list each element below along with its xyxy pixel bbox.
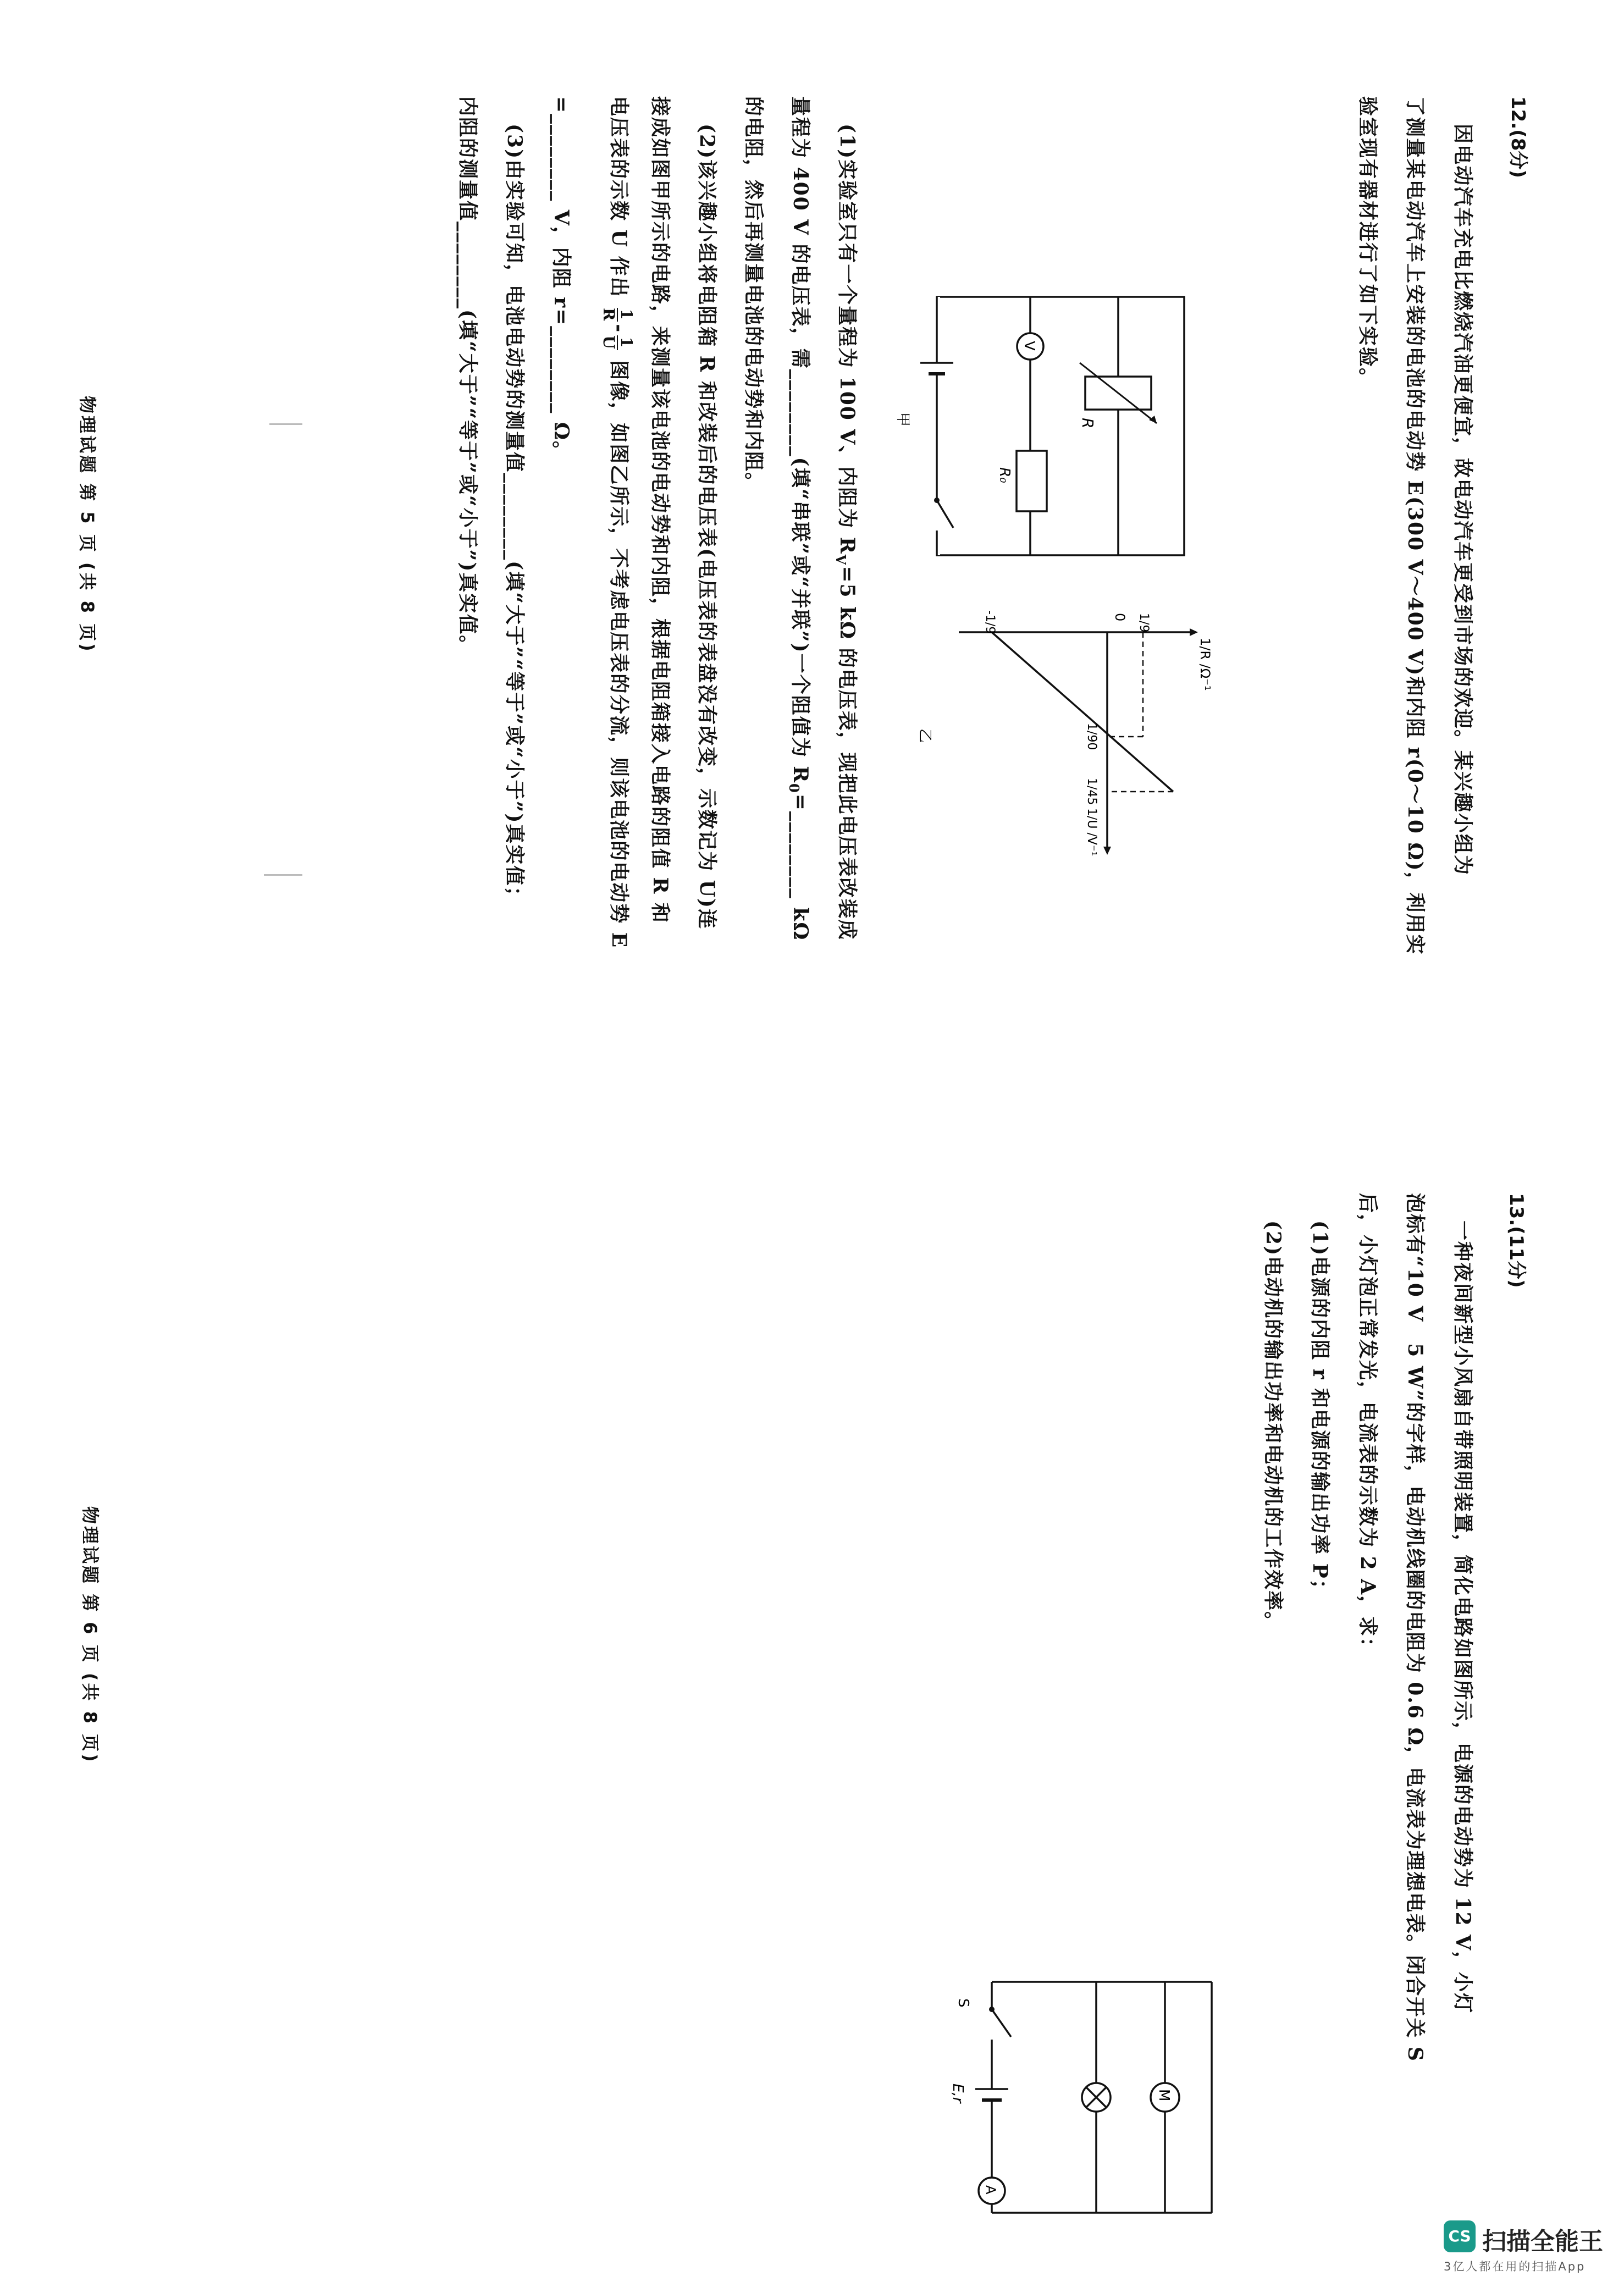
switch-s-label: S xyxy=(955,1998,971,2008)
q12-intro-line-1: 因电动汽车充电比燃烧汽油更便宜，故电动汽车更受到市场的欢迎。某兴趣小组为 xyxy=(1451,124,1474,876)
label-R0: R₀ xyxy=(996,467,1013,483)
circuit-outline xyxy=(937,297,1184,555)
ammeter-label: A xyxy=(983,2185,998,2195)
scan-speck xyxy=(264,874,302,876)
label-R: R xyxy=(1079,418,1097,429)
resistor-R0 xyxy=(1017,451,1047,511)
graph-yi xyxy=(909,610,1217,869)
q12-part1-line-1: (1)实验室只有一个量程为 100 V、内阻为 $R_V=5$ kΩ 的电压表，现把此电压表改装成 xyxy=(832,124,859,941)
graph-y-axis-label: 1/R /Ω⁻¹ xyxy=(1197,638,1213,691)
graph-x-tick-1: 1/90 xyxy=(1085,723,1098,750)
q13-intro-line-1: 一种夜间新型小风扇自带照明装置，简化电路如图所示，电源的电动势为 12 V，小灯 xyxy=(1451,1220,1474,2014)
q13-part-2: (2)电动机的输出功率和电动机的工作效率。 xyxy=(1262,1220,1285,1633)
switch-s-lever xyxy=(992,2009,1011,2037)
motor-label: M xyxy=(1156,2089,1172,2102)
q12-intro-line-2: 了测量某电动汽车上安装的电池的电动势 E(300 V～400 V)和内阻 r(0～10 Ω)，利用实 xyxy=(1404,96,1427,955)
fraction-1-over-U: 1 U xyxy=(600,335,636,350)
q12-part2-line-2: 接成如图甲所示的电路，来测量该电池的电动势和内阻，根据电阻箱接入电路的阻值 R 和 xyxy=(649,96,672,924)
q13-intro-line-3: 后，小灯泡正常发光，电流表的示数为 2 A，求： xyxy=(1356,1193,1379,1659)
graph-x-axis-label: 1/U /V⁻¹ xyxy=(1085,808,1098,857)
q12-intro-line-3: 验室现有器材进行了如下实验。 xyxy=(1356,96,1379,389)
scanner-logo-icon: CS xyxy=(1444,2220,1476,2252)
scanner-tagline: 3亿人都在用的扫描App xyxy=(1444,2260,1586,2273)
caption-jia: 甲 xyxy=(894,412,911,427)
page-5-footer: 物理试题 第 5 页 (共 8 页) xyxy=(77,396,98,654)
scan-speck xyxy=(269,423,302,425)
scanner-brand-name: 扫描全能王 xyxy=(1482,2228,1603,2256)
q12-part2-line-3: 电压表的示数 U 作出 1 R - 1 U 图像，如图乙所示，不考虑电压表的分流，则该电池的电动势 E xyxy=(600,96,636,949)
graph-x-tick-2: 1/45 xyxy=(1085,778,1098,805)
question-13-column xyxy=(0,1146,1624,2293)
q13-circuit-diagram xyxy=(920,1949,1228,2257)
graph-data-line xyxy=(992,632,1173,792)
question-12-column xyxy=(0,0,1624,1146)
graph-y-tick: 1/9 xyxy=(1137,613,1151,633)
q12-part1-line-3: 的电阻，然后再测量电池的电动势和内阻。 xyxy=(742,96,765,494)
q13-heading: 13.(11分) xyxy=(1505,1193,1527,1288)
q12-heading: 12.(8分) xyxy=(1507,96,1529,178)
q12-part1-line-2: 量程为 400 V 的电压表，需________(填“串联”或“并联”)一个阻值为 $R_0=\_\_\_\_\_\_\_\_$ kΩ xyxy=(786,96,812,941)
page-6-footer: 物理试题 第 6 页 (共 8 页) xyxy=(80,1506,101,1764)
q12-part3-line-1: (3)由实验可知，电池电动势的测量值________(填“大于”“等于”或“小于”)真实值； xyxy=(503,124,526,908)
q13-part-1: (1)电源的内阻 r 和电源的输出功率 P； xyxy=(1308,1220,1332,1600)
q13-intro-line-2: 泡标有“10 V 5 W”的字样，电动机线圈的电阻为 0.6 Ω，电流表为理想电表。闭合开关 S xyxy=(1404,1193,1427,2062)
q12-part2-line-1: (2)该兴趣小组将电阻箱 R 和改装后的电压表(电压表的表盘没有改变，示数记为 U)连 xyxy=(695,124,719,930)
circuit-diagram-jia xyxy=(887,286,1195,561)
fraction-1-over-R: 1 R xyxy=(600,308,636,322)
caption-yi: 乙 xyxy=(916,728,933,743)
voltmeter-label: V xyxy=(1021,341,1037,351)
graph-origin-label: 0 xyxy=(1112,613,1128,622)
battery-label: E,r xyxy=(949,2084,966,2103)
q12-part3-line-2: 内阻的测量值________(填“大于”“等于”或“小于”)真实值。 xyxy=(456,96,479,656)
q12-part2-line-4: =________ V，内阻 r=________ Ω。 xyxy=(550,96,573,462)
graph-neg-tick: -1/9 xyxy=(983,610,997,634)
scanner-watermark xyxy=(1444,2216,1609,2277)
